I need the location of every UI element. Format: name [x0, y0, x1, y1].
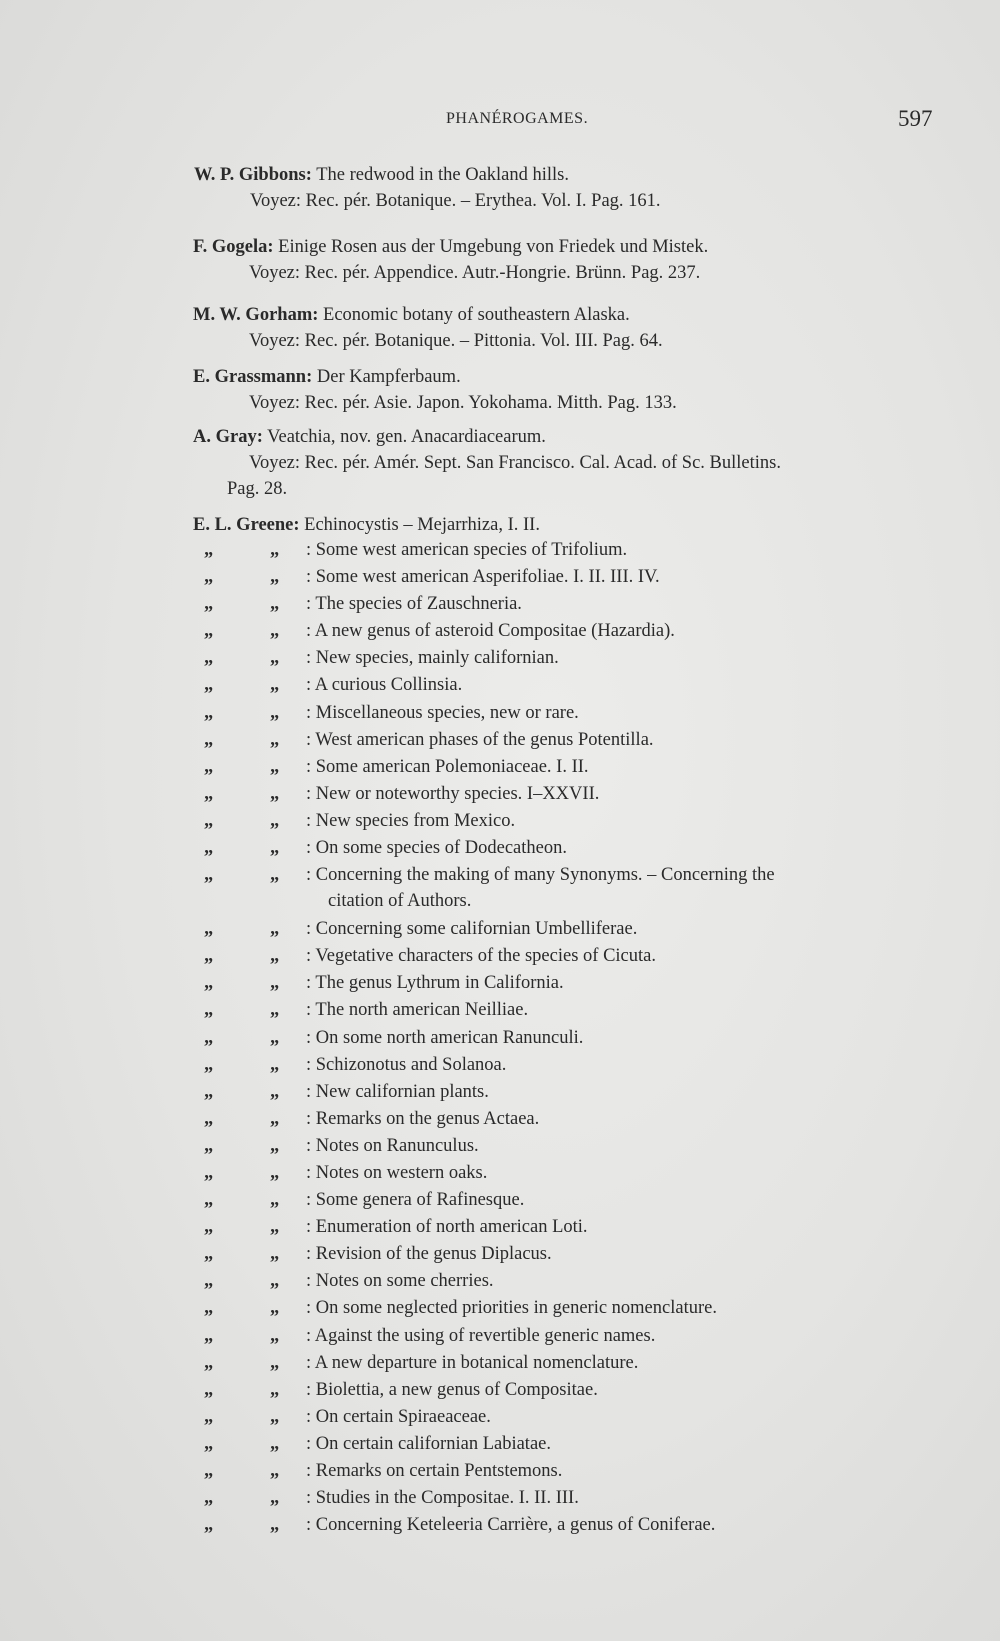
bibliography-entry: [193, 364, 677, 416]
ditto-mark: „: [270, 675, 280, 696]
ditto-mark: „: [204, 756, 214, 777]
ditto-mark: „: [204, 1488, 214, 1509]
ditto-mark: „: [204, 1081, 214, 1102]
list-item: [204, 865, 964, 919]
bibliography-entry: [193, 424, 781, 502]
list-item: [204, 1244, 964, 1271]
ditto-mark: „: [270, 838, 280, 859]
work-title: : Concerning Keteleeria Carrière, a genus of Coniferae.: [306, 1515, 716, 1536]
ditto-mark: „: [204, 675, 214, 696]
ditto-mark: „: [270, 1081, 280, 1102]
work-title: : Some west american species of Trifolium.: [306, 540, 628, 560]
ditto-mark: „: [270, 1190, 280, 1211]
entry-reference-continuation: Pag. 28.: [227, 479, 288, 499]
list-item: [204, 567, 964, 594]
entry-title: Veatchia, nov. gen. Anacardiacearum.: [267, 427, 546, 447]
list-item: [204, 1461, 964, 1488]
work-title: : Against the using of revertible generic names.: [306, 1325, 656, 1346]
work-title: : Enumeration of north american Loti.: [306, 1217, 588, 1238]
ditto-mark: „: [204, 919, 214, 940]
list-item: [204, 973, 964, 1000]
list-item: [204, 1217, 964, 1244]
ditto-mark: „: [270, 1352, 280, 1373]
list-item: [204, 540, 964, 567]
work-title: : A new departure in botanical nomenclature.: [306, 1352, 639, 1373]
list-item: [204, 757, 964, 784]
ditto-mark: „: [270, 729, 280, 750]
list-item: [204, 1082, 964, 1109]
list-item: [204, 838, 964, 865]
work-title: : Notes on some cherries.: [306, 1271, 494, 1292]
ditto-mark: „: [204, 567, 214, 588]
ditto-mark: „: [270, 919, 280, 940]
work-title: : West american phases of the genus Potentilla.: [306, 729, 654, 750]
ditto-mark: „: [270, 594, 280, 615]
ditto-mark: „: [270, 648, 280, 669]
list-item: [204, 1190, 964, 1217]
ditto-mark: „: [204, 1000, 214, 1021]
bibliography-entry: [193, 512, 540, 538]
work-title: : Studies in the Compositae. I. II. III.: [306, 1488, 579, 1509]
ditto-mark: „: [204, 1190, 214, 1211]
work-title: : New species from Mexico.: [306, 810, 516, 831]
entry-author: M. W. Gorham:: [193, 305, 319, 325]
ditto-mark: „: [204, 783, 214, 804]
ditto-mark: „: [204, 1461, 214, 1481]
ditto-mark: „: [204, 1135, 214, 1156]
entry-author: E. L. Greene:: [193, 515, 300, 535]
entry-author: W. P. Gibbons:: [194, 165, 312, 185]
list-item: [204, 703, 964, 730]
ditto-mark: „: [204, 1271, 214, 1292]
work-title: : The species of Zauschneria.: [306, 594, 522, 615]
ditto-mark: „: [270, 567, 280, 588]
list-item: [204, 1434, 964, 1461]
work-title: : A new genus of asteroid Compositae (Hazardia).: [306, 621, 675, 642]
ditto-mark: „: [204, 540, 214, 560]
work-title: : Concerning some californian Umbelliferae.: [306, 919, 638, 940]
ditto-mark: „: [204, 973, 214, 994]
ditto-mark: „: [204, 1162, 214, 1183]
ditto-mark: „: [270, 783, 280, 804]
ditto-mark: „: [204, 1217, 214, 1238]
ditto-mark: „: [270, 621, 280, 642]
work-title: : Biolettia, a new genus of Compositae.: [306, 1379, 598, 1400]
list-item: [204, 1353, 964, 1380]
list-item: [204, 946, 964, 973]
ditto-mark: „: [270, 1461, 280, 1481]
ditto-mark: „: [270, 810, 280, 831]
list-item: [204, 1271, 964, 1298]
ditto-mark: „: [270, 1108, 280, 1129]
ditto-mark: „: [270, 1433, 280, 1454]
list-item: [204, 1163, 964, 1190]
entry-reference: Voyez: Rec. pér. Botanique. – Erythea. Vol. I. Pag. 161.: [250, 191, 661, 211]
work-title: : Miscellaneous species, new or rare.: [306, 702, 579, 723]
work-title: : Some west american Asperifoliae. I. II. III. IV.: [306, 567, 660, 588]
entry-title: The redwood in the Oakland hills.: [316, 165, 569, 185]
list-item: [204, 621, 964, 648]
list-item: [204, 1136, 964, 1163]
list-item: [204, 648, 964, 675]
ditto-mark: „: [270, 1325, 280, 1346]
list-item: [204, 675, 964, 702]
ditto-mark: „: [204, 1054, 214, 1075]
work-title: : Notes on western oaks.: [306, 1162, 488, 1183]
entry-reference: Voyez: Rec. pér. Amér. Sept. San Francisco. Cal. Acad. of Sc. Bulletins.: [249, 453, 781, 473]
entry-reference: Voyez: Rec. pér. Botanique. – Pittonia. Vol. III. Pag. 64.: [249, 331, 663, 351]
work-title: : On certain Spiraeaceae.: [306, 1406, 491, 1427]
ditto-mark: „: [270, 540, 280, 560]
work-title: : The north american Neilliae.: [306, 1000, 529, 1021]
page-number: 597: [898, 106, 933, 131]
ditto-mark: „: [270, 756, 280, 777]
ditto-mark: „: [204, 1352, 214, 1373]
list-item: [204, 1028, 964, 1055]
entry-title: Echinocystis – Mejarrhiza, I. II.: [304, 515, 540, 535]
list-item: [204, 1488, 964, 1515]
ditto-mark: „: [204, 1325, 214, 1346]
work-title: : Remarks on the genus Actaea.: [306, 1108, 540, 1129]
ditto-mark: „: [204, 1298, 214, 1319]
ditto-mark: „: [270, 1406, 280, 1427]
work-title: : New species, mainly californian.: [306, 648, 559, 669]
work-title: : Remarks on certain Pentstemons.: [306, 1461, 563, 1481]
ditto-mark: „: [204, 1379, 214, 1400]
ditto-mark: „: [204, 1244, 214, 1265]
ditto-mark: „: [270, 1054, 280, 1075]
ditto-mark: „: [270, 946, 280, 967]
work-title: : Revision of the genus Diplacus.: [306, 1244, 552, 1265]
ditto-mark: „: [270, 1271, 280, 1292]
list-item: [204, 1380, 964, 1407]
work-title: : Some american Polemoniaceae. I. II.: [306, 756, 589, 777]
list-item: [204, 730, 964, 757]
entry-author: A. Gray:: [193, 427, 263, 447]
list-item: [204, 919, 964, 946]
list-item: [204, 1000, 964, 1027]
work-title: : Some genera of Rafinesque.: [306, 1190, 525, 1211]
list-item: [204, 811, 964, 838]
ditto-mark: „: [270, 865, 280, 886]
ditto-mark: „: [270, 1000, 280, 1021]
entry-author: E. Grassmann:: [193, 367, 313, 387]
work-title: : Schizonotus and Solanoa.: [306, 1054, 507, 1075]
entry-title: Economic botany of southeastern Alaska.: [323, 305, 630, 325]
list-item: [204, 1298, 964, 1325]
ditto-mark: „: [204, 729, 214, 750]
ditto-mark: „: [204, 621, 214, 642]
ditto-mark: „: [270, 1244, 280, 1265]
ditto-mark: „: [270, 1515, 280, 1536]
bibliography-entry: [193, 234, 708, 286]
greene-works-list: [204, 540, 964, 1542]
bibliography-entry: [194, 162, 661, 214]
work-title: : On some neglected priorities in generic nomenclature.: [306, 1298, 717, 1319]
ditto-mark: „: [204, 1433, 214, 1454]
ditto-mark: „: [270, 1298, 280, 1319]
ditto-mark: „: [204, 1515, 214, 1536]
work-title: : The genus Lythrum in California.: [306, 973, 564, 994]
work-title: : A curious Collinsia.: [306, 675, 463, 696]
work-title: : Vegetative characters of the species of Cicuta.: [306, 946, 656, 967]
ditto-mark: „: [204, 594, 214, 615]
ditto-mark: „: [270, 1217, 280, 1238]
work-title: : On some species of Dodecatheon.: [306, 838, 567, 859]
ditto-mark: „: [204, 702, 214, 723]
list-item: [204, 1407, 964, 1434]
work-title-continuation: citation of Authors.: [328, 891, 472, 912]
entry-title: Einige Rosen aus der Umgebung von Friedek und Mistek.: [278, 237, 709, 257]
ditto-mark: „: [204, 810, 214, 831]
ditto-mark: „: [270, 973, 280, 994]
ditto-mark: „: [204, 1406, 214, 1427]
ditto-mark: „: [270, 1135, 280, 1156]
ditto-mark: „: [270, 1162, 280, 1183]
ditto-mark: „: [204, 865, 214, 886]
list-item: [204, 1109, 964, 1136]
entry-author: F. Gogela:: [193, 237, 274, 257]
work-title: : New californian plants.: [306, 1081, 489, 1102]
ditto-mark: „: [270, 1379, 280, 1400]
entry-reference: Voyez: Rec. pér. Asie. Japon. Yokohama. Mitth. Pag. 133.: [249, 393, 677, 413]
page-header: [0, 106, 1000, 136]
entry-title: Der Kampferbaum.: [316, 367, 461, 387]
list-item: [204, 784, 964, 811]
work-title: : New or noteworthy species. I–XXVII.: [306, 783, 600, 804]
running-title: PHANÉROGAMES.: [446, 110, 589, 127]
work-title: : On certain californian Labiatae.: [306, 1433, 551, 1454]
work-title: : Concerning the making of many Synonyms. – Concerning the: [306, 865, 775, 886]
entry-reference: Voyez: Rec. pér. Appendice. Autr.-Hongrie. Brünn. Pag. 237.: [249, 263, 701, 283]
ditto-mark: „: [270, 702, 280, 723]
work-title: : On some north american Ranunculi.: [306, 1027, 584, 1048]
list-item: [204, 1515, 964, 1542]
list-item: [204, 1326, 964, 1353]
bibliography-entry: [193, 302, 663, 354]
ditto-mark: „: [204, 946, 214, 967]
list-item: [204, 1055, 964, 1082]
work-title: : Notes on Ranunculus.: [306, 1135, 479, 1156]
ditto-mark: „: [270, 1488, 280, 1509]
list-item: [204, 594, 964, 621]
ditto-mark: „: [204, 648, 214, 669]
ditto-mark: „: [204, 838, 214, 859]
ditto-mark: „: [204, 1027, 214, 1048]
ditto-mark: „: [204, 1108, 214, 1129]
ditto-mark: „: [270, 1027, 280, 1048]
